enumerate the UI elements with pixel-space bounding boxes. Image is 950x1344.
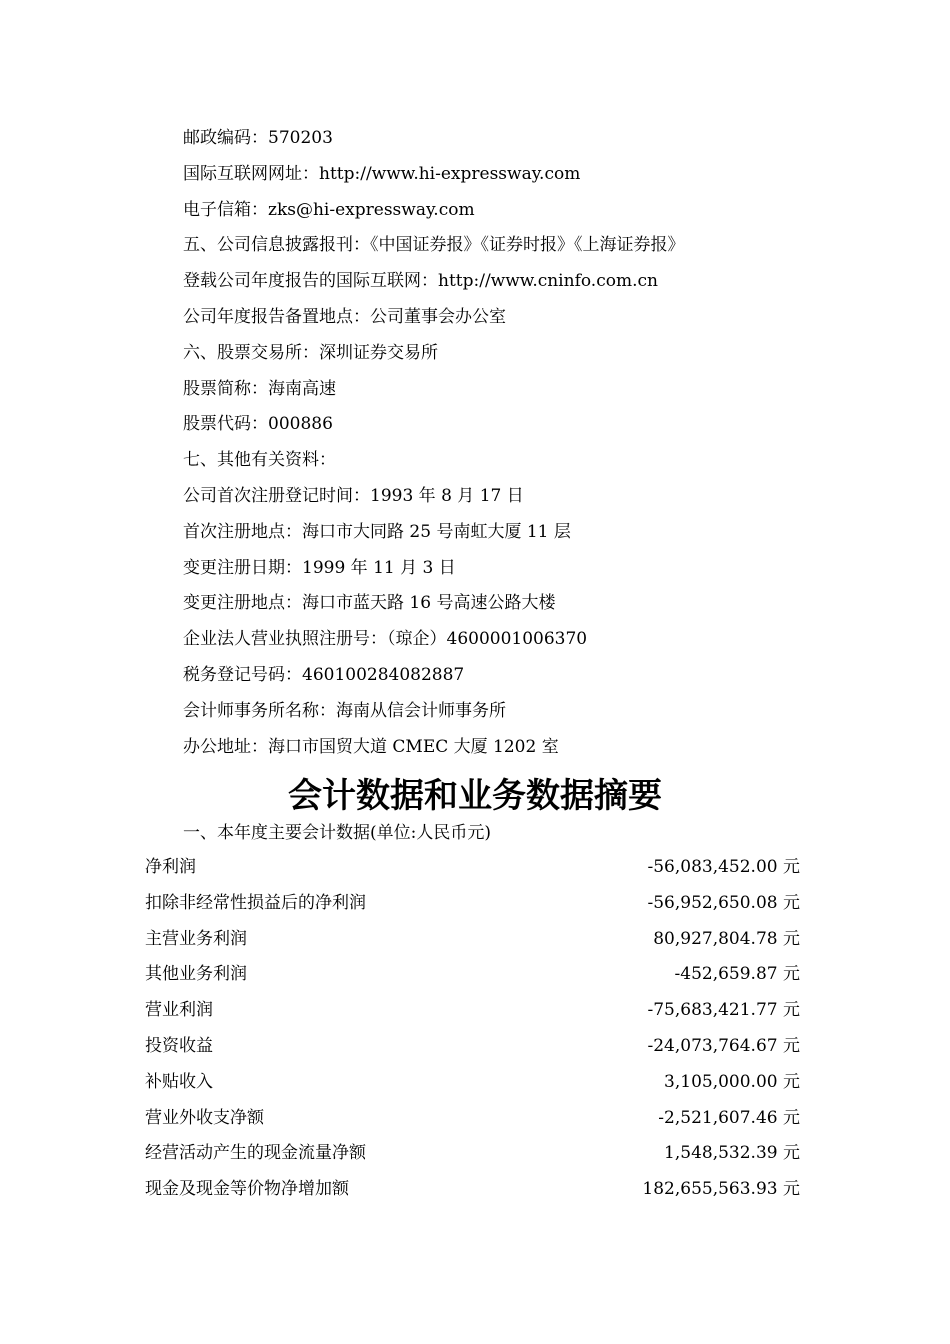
row-label: 其他业务利润 [145,964,247,985]
table-row [145,993,800,1029]
table-row [145,922,800,958]
row-label: 净利润 [145,857,196,877]
row-label: 扣除非经常性损益后的净利润 [145,892,366,913]
table-row [145,886,800,922]
info-report-location: 公司年度报告备置地点：公司董事会办公室 [183,306,506,327]
info-change-registration-place: 变更注册地点：海口市蓝天路 16 号高速公路大楼 [183,593,556,614]
row-value: 1,548,532.39 元 [664,1143,800,1164]
info-tax-number: 税务登记号码：460100284082887 [183,664,465,685]
table-row [145,1101,800,1137]
info-stock-code: 股票代码：000886 [183,414,333,435]
row-value: 182,655,563.93 元 [642,1179,800,1200]
row-value: -2,521,607.46 元 [658,1107,800,1128]
table-row [145,1172,800,1208]
info-website: 国际互联网网址：http://www.hi-expressway.com [183,163,581,184]
table-row [145,1029,800,1065]
row-label: 营业利润 [145,1000,213,1021]
info-report-website: 登载公司年度报告的国际互联网：http://www.cninfo.com.cn [183,271,658,292]
info-email: 电子信箱：zks@hi-expressway.com [183,199,475,220]
table-row [145,850,800,886]
row-label: 补贴收入 [145,1071,213,1092]
row-value: -24,073,764.67 元 [647,1035,800,1056]
info-stock-name: 股票简称：海南高速 [183,378,336,399]
row-value: -75,683,421.77 元 [647,1000,800,1021]
info-first-registration-date: 公司首次注册登记时间：1993 年 8 月 17 日 [183,485,524,506]
info-stock-exchange: 六、股票交易所：深圳证券交易所 [183,342,438,363]
section-title: 会计数据和业务数据摘要 [288,776,662,816]
row-label: 现金及现金等价物净增加额 [145,1179,349,1200]
info-office-address: 办公地址：海口市国贸大道 CMEC 大厦 1202 室 [183,736,559,757]
row-label: 主营业务利润 [145,928,247,949]
info-change-registration-date: 变更注册日期：1999 年 11 月 3 日 [183,557,456,578]
row-label: 经营活动产生的现金流量净额 [145,1143,366,1164]
row-value: 80,927,804.78 元 [653,928,800,949]
info-disclosure-newspapers: 五、公司信息披露报刊：《中国证券报》《证券时报》《上海证券报》 [183,235,685,256]
table-row [145,957,800,993]
table-row [145,1065,800,1101]
table-row [145,1136,800,1172]
company-info-list [183,121,883,765]
row-label: 营业外收支净额 [145,1107,264,1128]
table-subtitle: 一、本年度主要会计数据(单位:人民币元) [183,823,491,843]
accounting-data-table [145,850,800,1208]
info-first-registration-place: 首次注册地点：海口市大同路 25 号南虹大厦 11 层 [183,521,571,542]
row-value: -56,952,650.08 元 [647,892,800,913]
info-accounting-firm: 会计师事务所名称：海南从信会计师事务所 [183,700,506,721]
info-other-heading: 七、其他有关资料： [183,450,336,471]
info-business-license: 企业法人营业执照注册号：（琼企）4600001006370 [183,629,588,650]
info-postal-code: 邮政编码：570203 [183,128,333,148]
row-value: 3,105,000.00 元 [664,1071,800,1092]
row-value: -452,659.87 元 [674,964,800,985]
row-label: 投资收益 [145,1035,213,1056]
row-value: -56,083,452.00 元 [647,857,800,877]
